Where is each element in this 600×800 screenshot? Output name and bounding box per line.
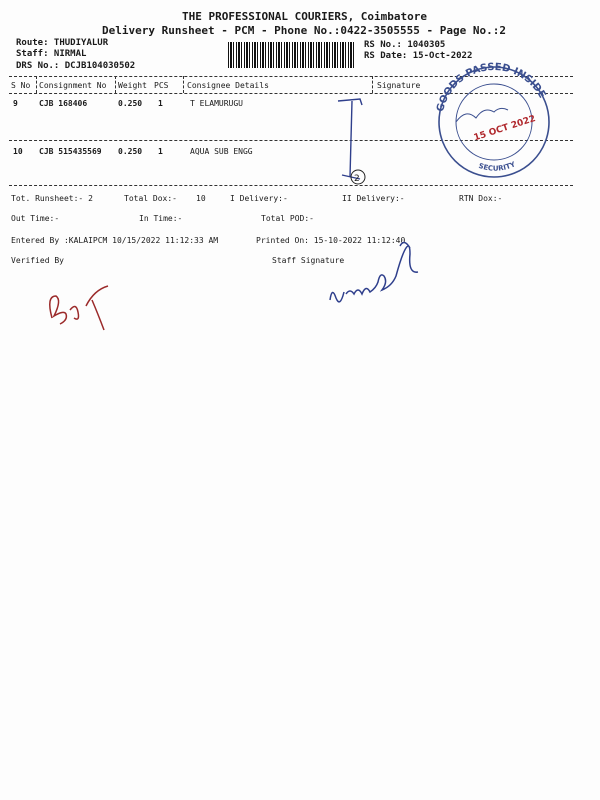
row-weight: 0.250 xyxy=(118,99,143,108)
col-divider xyxy=(115,76,116,93)
row-sno: 9 xyxy=(13,99,18,108)
total-pod: Total POD:- xyxy=(261,214,314,223)
company-title: THE PROFESSIONAL COURIERS, Coimbatore xyxy=(182,10,428,23)
in-time: In Time:- xyxy=(139,214,183,223)
route-field: Route: THUDIYALUR xyxy=(16,38,109,48)
col-header-pcs: PCS xyxy=(154,81,169,90)
i-delivery: I Delivery:- xyxy=(230,194,288,203)
total-dox-label: Total Dox:- xyxy=(124,194,177,203)
entered-by: Entered By :KALAIPCM 10/15/2022 11:12:33 AM xyxy=(11,236,219,245)
stamp-date: 15 OCT 2022 xyxy=(472,113,537,144)
row-weight: 0.250 xyxy=(118,147,143,156)
col-header-consignment: Consignment No xyxy=(39,81,107,90)
drs-number: DRS No.: DCJB104030502 xyxy=(16,61,136,71)
staff-signature xyxy=(326,238,436,308)
col-header-sno: S No xyxy=(11,81,31,90)
ii-delivery: II Delivery:- xyxy=(342,194,405,203)
svg-text:SECURITY xyxy=(478,160,518,173)
col-divider xyxy=(183,76,184,93)
row-pcs: 1 xyxy=(158,147,163,156)
goods-passed-stamp xyxy=(432,62,556,180)
rtn-dox: RTN Dox:- xyxy=(459,194,503,203)
col-header-weight: Weight xyxy=(118,81,147,90)
verified-by: Verified By xyxy=(11,256,64,265)
row-consignment: CJB 168406 xyxy=(39,99,88,108)
stamp-top-text: GOODS PASSED INSIDE xyxy=(435,61,548,114)
svg-text:GOODS PASSED INSIDE xyxy=(435,62,548,113)
handwritten-bracket-mark xyxy=(320,95,380,190)
col-header-signature: Signature xyxy=(377,81,421,90)
total-dox-value: 10 xyxy=(196,194,206,203)
out-time: Out Time:- xyxy=(11,214,60,223)
col-header-consignee: Consignee Details xyxy=(187,81,269,90)
rs-number: RS No.: 1040305 xyxy=(364,40,446,50)
stamp-bottom-text: SECURITY xyxy=(477,160,517,173)
rs-date: RS Date: 15-Oct-2022 xyxy=(364,51,473,61)
row-consignment: CJB 515435569 xyxy=(39,147,102,156)
col-divider xyxy=(36,76,37,93)
runsheet-subtitle: Delivery Runsheet - PCM - Phone No.:0422-3505555 - Page No.:2 xyxy=(102,24,506,37)
printed-on: Printed On: 15-10-2022 11:12:40 xyxy=(256,236,406,245)
row-consignee: AQUA SUB ENGG xyxy=(190,147,253,156)
verifier-signature xyxy=(40,270,120,340)
staff-field: Staff: NIRMAL xyxy=(16,49,87,59)
row-sno: 10 xyxy=(13,147,23,156)
col-divider xyxy=(372,76,373,93)
barcode xyxy=(228,42,354,68)
table-bottom-rule xyxy=(9,185,573,186)
staff-signature-label: Staff Signature xyxy=(272,256,345,265)
svg-text:2: 2 xyxy=(354,174,360,184)
row-consignee: T ELAMURUGU xyxy=(190,99,243,108)
stamp-signature xyxy=(456,108,508,122)
row-pcs: 1 xyxy=(158,99,163,108)
tot-runsheet: Tot. Runsheet:- 2 xyxy=(11,194,93,203)
